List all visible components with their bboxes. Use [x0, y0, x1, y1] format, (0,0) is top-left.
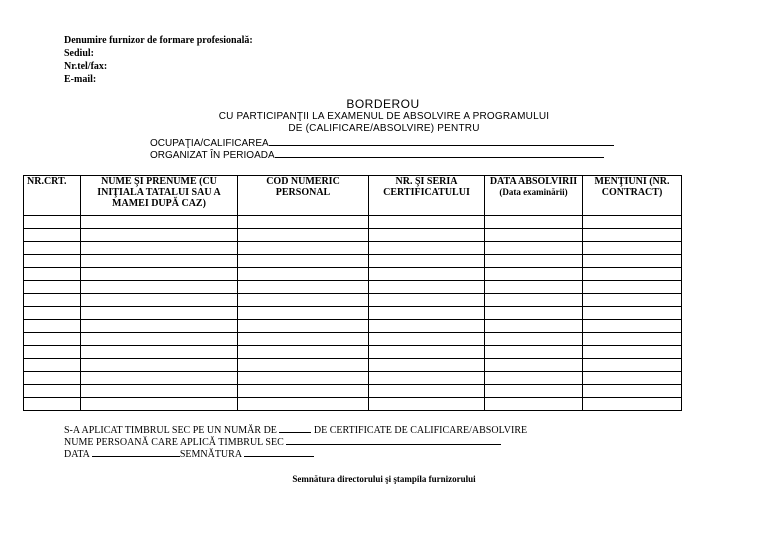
table-cell[interactable]	[238, 281, 369, 294]
table-cell[interactable]	[369, 255, 485, 268]
table-cell[interactable]	[369, 385, 485, 398]
date-sign-line	[64, 447, 314, 461]
table-cell[interactable]	[24, 346, 81, 359]
table-cell[interactable]	[238, 216, 369, 229]
table-cell[interactable]	[485, 216, 583, 229]
table-cell[interactable]	[24, 372, 81, 385]
table-cell[interactable]	[485, 242, 583, 255]
table-cell[interactable]	[81, 372, 238, 385]
table-cell[interactable]	[24, 333, 81, 346]
table-cell[interactable]	[238, 294, 369, 307]
header-exam-date-note: (Data examinării)	[499, 187, 568, 197]
table-row	[24, 359, 682, 372]
table-header-row	[24, 176, 682, 216]
director-signature: Semnătura directorului şi ştampila furnizorului	[292, 474, 476, 484]
table-cell[interactable]	[238, 372, 369, 385]
table-cell[interactable]	[485, 372, 583, 385]
table-row	[24, 398, 682, 411]
table-cell[interactable]	[81, 229, 238, 242]
table-cell[interactable]	[24, 255, 81, 268]
provider-seat-label: Sediul:	[64, 48, 95, 59]
table-cell[interactable]	[238, 242, 369, 255]
table-cell[interactable]	[369, 216, 485, 229]
table-cell[interactable]	[24, 242, 81, 255]
table-cell[interactable]	[583, 346, 682, 359]
table-cell[interactable]	[583, 320, 682, 333]
table-cell[interactable]	[583, 359, 682, 372]
period-blank-line[interactable]	[275, 148, 604, 158]
table-row	[24, 320, 682, 333]
table-cell[interactable]	[238, 255, 369, 268]
table-row	[24, 281, 682, 294]
table-cell[interactable]	[583, 398, 682, 411]
table-cell[interactable]	[24, 216, 81, 229]
table-cell[interactable]	[485, 255, 583, 268]
table-row	[24, 333, 682, 346]
period-label: ORGANIZAT ÎN PERIOADA	[150, 150, 275, 161]
table-cell[interactable]	[583, 268, 682, 281]
sign-blank[interactable]	[244, 447, 314, 457]
provider-email-label: E-mail:	[64, 74, 97, 85]
stamp-text-2: DE CERTIFICATE DE CALIFICARE/ABSOLVIRE	[313, 425, 528, 436]
table-cell[interactable]	[24, 307, 81, 320]
date-label: DATA	[64, 449, 90, 460]
table-cell[interactable]	[369, 268, 485, 281]
table-cell[interactable]	[24, 294, 81, 307]
title-main: BORDEROU	[346, 97, 420, 111]
table-cell[interactable]	[24, 398, 81, 411]
table-cell[interactable]	[369, 307, 485, 320]
header-cnp: COD NUMERIC PERSONAL	[238, 176, 369, 216]
table-cell[interactable]	[81, 346, 238, 359]
table-cell[interactable]	[81, 281, 238, 294]
stamp-text-1: S-A APLICAT TIMBRUL SEC PE UN NUMĂR DE	[64, 425, 277, 436]
table-cell[interactable]	[583, 372, 682, 385]
table-cell[interactable]	[81, 294, 238, 307]
table-cell[interactable]	[81, 398, 238, 411]
participants-table	[23, 175, 682, 411]
table-cell[interactable]	[238, 398, 369, 411]
title-line-1: CU PARTICIPANŢII LA EXAMENUL DE ABSOLVIRE A PROGRAMULUI	[218, 111, 550, 122]
table-cell[interactable]	[24, 229, 81, 242]
header-graduation-date	[485, 176, 583, 216]
table-cell[interactable]	[238, 320, 369, 333]
header-certificate: NR. ŞI SERIA CERTIFICATULUI	[369, 176, 485, 216]
table-cell[interactable]	[485, 385, 583, 398]
document-title	[0, 97, 768, 135]
table-row	[24, 372, 682, 385]
table-cell[interactable]	[369, 294, 485, 307]
table-row	[24, 385, 682, 398]
table-body	[24, 216, 682, 411]
table-cell[interactable]	[24, 385, 81, 398]
table-cell[interactable]	[238, 385, 369, 398]
table-cell[interactable]	[369, 320, 485, 333]
occupation-label: OCUPAŢIA/CALIFICAREA	[150, 138, 269, 149]
table-row	[24, 294, 682, 307]
table-cell[interactable]	[81, 359, 238, 372]
table-cell[interactable]	[583, 229, 682, 242]
table-cell[interactable]	[485, 294, 583, 307]
table-cell[interactable]	[583, 281, 682, 294]
provider-name-label: Denumire furnizor de formare profesională:	[64, 35, 253, 46]
table-cell[interactable]	[24, 281, 81, 294]
date-blank[interactable]	[92, 447, 180, 457]
table-cell[interactable]	[81, 307, 238, 320]
table-cell[interactable]	[24, 359, 81, 372]
table-cell[interactable]	[369, 281, 485, 294]
sign-label: SEMNĂTURA	[179, 449, 242, 460]
table-cell[interactable]	[369, 398, 485, 411]
table-cell[interactable]	[238, 268, 369, 281]
table-cell[interactable]	[485, 281, 583, 294]
table-cell[interactable]	[583, 333, 682, 346]
table-cell[interactable]	[583, 216, 682, 229]
title-line-2: DE (CALIFICARE/ABSOLVIRE) PENTRU	[288, 123, 480, 134]
header-nr-crt: NR.CRT.	[24, 176, 81, 216]
table-cell[interactable]	[485, 346, 583, 359]
table-cell[interactable]	[81, 242, 238, 255]
table-cell[interactable]	[238, 229, 369, 242]
table-cell[interactable]	[81, 255, 238, 268]
table-cell[interactable]	[24, 268, 81, 281]
table-cell[interactable]	[369, 333, 485, 346]
table-cell[interactable]	[583, 242, 682, 255]
table-row	[24, 268, 682, 281]
table-cell[interactable]	[485, 359, 583, 372]
header-graduation-date-label: DATA ABSOLVIRII	[489, 176, 578, 187]
provider-info	[64, 34, 253, 86]
table-cell[interactable]	[583, 307, 682, 320]
table-cell[interactable]	[583, 294, 682, 307]
table-cell[interactable]	[369, 372, 485, 385]
header-mentions: MENŢIUNI (NR. CONTRACT)	[583, 176, 682, 216]
table-cell[interactable]	[369, 359, 485, 372]
table-cell[interactable]	[583, 385, 682, 398]
table-cell[interactable]	[24, 320, 81, 333]
period-field	[150, 148, 604, 161]
table-cell[interactable]	[238, 346, 369, 359]
table-row	[24, 307, 682, 320]
occupation-blank-line[interactable]	[269, 136, 614, 146]
table-cell[interactable]	[369, 346, 485, 359]
table-cell[interactable]	[485, 320, 583, 333]
table-row	[24, 216, 682, 229]
table-row	[24, 346, 682, 359]
table-cell[interactable]	[81, 333, 238, 346]
table-cell[interactable]	[485, 268, 583, 281]
table-cell[interactable]	[369, 229, 485, 242]
table-row	[24, 255, 682, 268]
table-cell[interactable]	[81, 216, 238, 229]
table-cell[interactable]	[485, 307, 583, 320]
person-label: NUME PERSOANĂ CARE APLICĂ TIMBRUL SEC	[64, 437, 284, 448]
person-blank[interactable]	[286, 435, 501, 445]
stamp-count-blank[interactable]	[279, 423, 311, 433]
table-cell[interactable]	[485, 229, 583, 242]
table-row	[24, 229, 682, 242]
provider-phone-label: Nr.tel/fax:	[64, 61, 108, 72]
table-cell[interactable]	[81, 320, 238, 333]
table-row	[24, 242, 682, 255]
table-cell[interactable]	[81, 268, 238, 281]
table-cell[interactable]	[485, 398, 583, 411]
table-cell[interactable]	[238, 307, 369, 320]
table-cell[interactable]	[81, 385, 238, 398]
table-cell[interactable]	[238, 333, 369, 346]
table-cell[interactable]	[583, 255, 682, 268]
table-cell[interactable]	[369, 242, 485, 255]
header-name: NUME ŞI PRENUME (CU INIŢIALA TATALUI SAU A MAMEI DUPĂ CAZ)	[81, 176, 238, 216]
table-cell[interactable]	[485, 333, 583, 346]
table-cell[interactable]	[238, 359, 369, 372]
